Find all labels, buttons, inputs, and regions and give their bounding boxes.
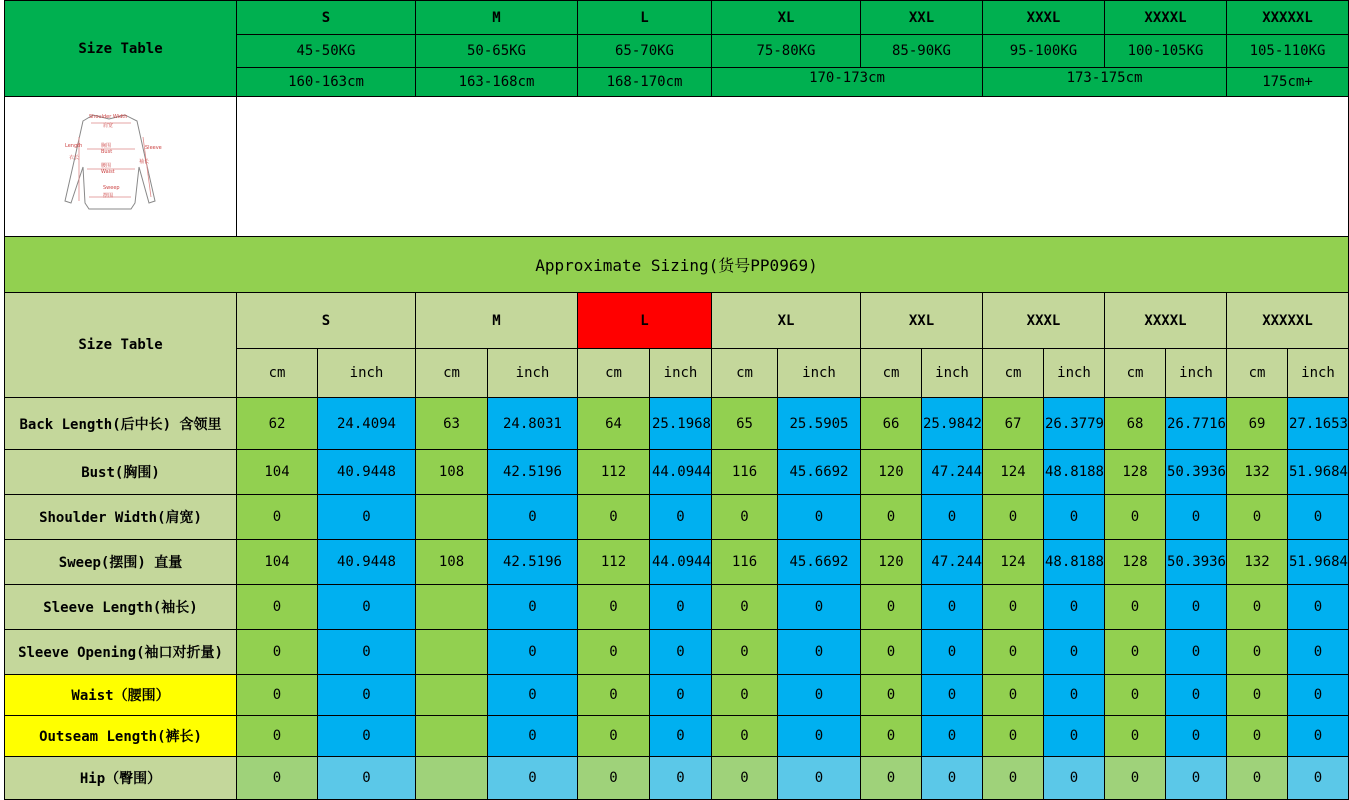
header-weight-3: 75-80KG [711,34,861,68]
row-6-cm-6: 0 [1104,674,1166,716]
row-5-inch-3: 0 [777,629,861,675]
row-6-inch-6: 0 [1165,674,1227,716]
header-size-0: S [236,0,416,35]
header-size-2: L [577,0,712,35]
header-size-7: XXXXXL [1226,0,1349,35]
row-label-5: Sleeve Opening(袖口对折量) [4,629,237,675]
row-0-cm-6: 68 [1104,397,1166,450]
row-5-cm-0: 0 [236,629,318,675]
row-7-cm-5: 0 [982,715,1044,757]
row-label-8: Hip（臀围） [4,756,237,800]
row-0-inch-1: 24.8031 [487,397,578,450]
row-1-cm-7: 132 [1226,449,1288,495]
row-4-cm-1 [415,584,488,630]
row-4-inch-2: 0 [649,584,712,630]
row-0-inch-0: 24.4094 [317,397,416,450]
header-size-4: XXL [860,0,983,35]
row-1-cm-3: 116 [711,449,778,495]
row-4-cm-2: 0 [577,584,650,630]
row-2-inch-4: 0 [921,494,983,540]
header-size-1: M [415,0,578,35]
row-2-cm-1 [415,494,488,540]
unit-inch-3: inch [777,348,861,398]
row-4-cm-7: 0 [1226,584,1288,630]
row-7-cm-3: 0 [711,715,778,757]
unit-inch-4: inch [921,348,983,398]
row-3-inch-0: 40.9448 [317,539,416,585]
unit-inch-5: inch [1043,348,1105,398]
unit-cm-7: cm [1226,348,1288,398]
row-2-inch-7: 0 [1287,494,1349,540]
row-3-cm-0: 104 [236,539,318,585]
row-2-inch-2: 0 [649,494,712,540]
unit-cm-1: cm [415,348,488,398]
row-2-cm-5: 0 [982,494,1044,540]
row-6-cm-4: 0 [860,674,922,716]
row-5-inch-7: 0 [1287,629,1349,675]
row-6-inch-5: 0 [1043,674,1105,716]
diagram-label-4: Sleeve [145,144,162,151]
unit-cm-6: cm [1104,348,1166,398]
row-5-inch-5: 0 [1043,629,1105,675]
row-7-cm-2: 0 [577,715,650,757]
row-2-inch-3: 0 [777,494,861,540]
row-4-cm-3: 0 [711,584,778,630]
row-8-inch-7: 0 [1287,756,1349,800]
row-6-inch-7: 0 [1287,674,1349,716]
unit-inch-0: inch [317,348,416,398]
row-3-inch-6: 50.3936 [1165,539,1227,585]
row-4-inch-7: 0 [1287,584,1349,630]
sizing-size-table-label: Size Table [4,292,237,398]
row-6-cm-3: 0 [711,674,778,716]
sizing-size-7: XXXXXL [1226,292,1349,349]
row-7-inch-1: 0 [487,715,578,757]
unit-cm-4: cm [860,348,922,398]
sheet-left-margin [0,0,4,799]
header-size-6: XXXXL [1104,0,1227,35]
diagram-label-2: 胸围 [101,142,112,149]
row-8-cm-6: 0 [1104,756,1166,800]
sizing-size-2: L [577,292,712,349]
row-7-cm-1 [415,715,488,757]
row-7-cm-0: 0 [236,715,318,757]
row-6-cm-0: 0 [236,674,318,716]
row-3-cm-3: 116 [711,539,778,585]
diagram-label-9: 衣长 [69,154,80,161]
row-1-inch-0: 40.9448 [317,449,416,495]
row-6-inch-2: 0 [649,674,712,716]
row-0-cm-3: 65 [711,397,778,450]
row-3-inch-3: 45.6692 [777,539,861,585]
header-weight-1: 50-65KG [415,34,578,68]
row-3-inch-2: 44.0944 [649,539,712,585]
row-4-cm-6: 0 [1104,584,1166,630]
diagram-label-11: 摆围 [103,192,114,199]
row-5-cm-4: 0 [860,629,922,675]
row-5-cm-3: 0 [711,629,778,675]
row-1-cm-5: 124 [982,449,1044,495]
row-6-inch-1: 0 [487,674,578,716]
row-8-cm-5: 0 [982,756,1044,800]
row-1-cm-4: 120 [860,449,922,495]
sizing-size-5: XXXL [982,292,1105,349]
row-5-cm-1 [415,629,488,675]
row-0-inch-3: 25.5905 [777,397,861,450]
header-weight-5: 95-100KG [982,34,1105,68]
row-label-4: Sleeve Length(袖长) [4,584,237,630]
row-label-7: Outseam Length(裤长) [4,715,237,757]
row-7-inch-4: 0 [921,715,983,757]
row-6-cm-1 [415,674,488,716]
header-weight-7: 105-110KG [1226,34,1349,68]
row-4-inch-6: 0 [1165,584,1227,630]
row-1-inch-5: 48.8188 [1043,449,1105,495]
sizing-size-6: XXXXL [1104,292,1227,349]
garment-diagram [4,96,237,237]
row-8-cm-0: 0 [236,756,318,800]
row-7-inch-2: 0 [649,715,712,757]
row-5-inch-4: 0 [921,629,983,675]
row-1-inch-4: 47.244 [921,449,983,495]
row-8-inch-4: 0 [921,756,983,800]
row-8-inch-0: 0 [317,756,416,800]
row-2-cm-7: 0 [1226,494,1288,540]
row-8-cm-1 [415,756,488,800]
diagram-label-1: 肩宽 [103,122,114,129]
row-4-inch-3: 0 [777,584,861,630]
header-height-5: 175cm+ [1226,67,1349,97]
row-8-inch-2: 0 [649,756,712,800]
diagram-label-8: Length [65,142,83,149]
header-weight-2: 65-70KG [577,34,712,68]
row-5-inch-2: 0 [649,629,712,675]
row-0-inch-2: 25.1968 [649,397,712,450]
row-4-inch-4: 0 [921,584,983,630]
row-label-3: Sweep(摆围) 直量 [4,539,237,585]
row-0-cm-4: 66 [860,397,922,450]
row-3-cm-4: 120 [860,539,922,585]
row-3-cm-5: 124 [982,539,1044,585]
row-2-inch-6: 0 [1165,494,1227,540]
row-4-inch-1: 0 [487,584,578,630]
row-8-cm-4: 0 [860,756,922,800]
row-label-2: Shoulder Width(肩宽) [4,494,237,540]
size-table-label: Size Table [4,0,237,97]
row-7-inch-3: 0 [777,715,861,757]
row-6-inch-0: 0 [317,674,416,716]
row-3-cm-2: 112 [577,539,650,585]
header-weight-0: 45-50KG [236,34,416,68]
row-5-cm-7: 0 [1226,629,1288,675]
header-weight-6: 100-105KG [1104,34,1227,68]
unit-inch-6: inch [1165,348,1227,398]
row-2-inch-0: 0 [317,494,416,540]
row-7-inch-5: 0 [1043,715,1105,757]
diagram-label-3: Bust [101,148,113,155]
row-1-inch-7: 51.9684 [1287,449,1349,495]
sizing-size-1: M [415,292,578,349]
sizing-size-0: S [236,292,416,349]
row-0-inch-5: 26.3779 [1043,397,1105,450]
row-8-inch-6: 0 [1165,756,1227,800]
row-7-cm-4: 0 [860,715,922,757]
row-3-inch-4: 47.244 [921,539,983,585]
row-0-cm-0: 62 [236,397,318,450]
row-1-cm-0: 104 [236,449,318,495]
row-0-cm-1: 63 [415,397,488,450]
row-6-cm-5: 0 [982,674,1044,716]
row-1-cm-2: 112 [577,449,650,495]
row-7-inch-6: 0 [1165,715,1227,757]
diagram-label-6: 腰围 [101,162,112,169]
row-8-inch-3: 0 [777,756,861,800]
row-8-cm-2: 0 [577,756,650,800]
row-2-cm-0: 0 [236,494,318,540]
row-5-cm-6: 0 [1104,629,1166,675]
row-8-inch-1: 0 [487,756,578,800]
unit-inch-1: inch [487,348,578,398]
row-0-cm-5: 67 [982,397,1044,450]
unit-cm-3: cm [711,348,778,398]
row-8-cm-3: 0 [711,756,778,800]
unit-inch-2: inch [649,348,712,398]
row-7-cm-6: 0 [1104,715,1166,757]
row-4-cm-4: 0 [860,584,922,630]
row-8-inch-5: 0 [1043,756,1105,800]
row-6-cm-2: 0 [577,674,650,716]
row-7-cm-7: 0 [1226,715,1288,757]
row-0-inch-4: 25.9842 [921,397,983,450]
row-2-cm-4: 0 [860,494,922,540]
row-2-inch-5: 0 [1043,494,1105,540]
row-2-cm-6: 0 [1104,494,1166,540]
header-height-0: 160-163cm [236,67,416,97]
sizing-size-4: XXL [860,292,983,349]
row-4-cm-0: 0 [236,584,318,630]
header-height-4: 173-175cm [982,67,1227,97]
row-0-cm-2: 64 [577,397,650,450]
row-5-inch-1: 0 [487,629,578,675]
row-5-inch-6: 0 [1165,629,1227,675]
row-6-inch-3: 0 [777,674,861,716]
diagram-label-5: 袖长 [139,158,150,165]
row-6-inch-4: 0 [921,674,983,716]
row-3-inch-5: 48.8188 [1043,539,1105,585]
header-height-2: 168-170cm [577,67,712,97]
row-7-inch-7: 0 [1287,715,1349,757]
row-0-inch-6: 26.7716 [1165,397,1227,450]
unit-cm-0: cm [236,348,318,398]
row-8-cm-7: 0 [1226,756,1288,800]
row-label-6: Waist（腰围） [4,674,237,716]
blank-area [236,96,1349,237]
row-2-cm-2: 0 [577,494,650,540]
row-1-inch-1: 42.5196 [487,449,578,495]
header-size-3: XL [711,0,861,35]
row-label-1: Bust(胸围) [4,449,237,495]
row-1-inch-2: 44.0944 [649,449,712,495]
row-3-inch-7: 51.9684 [1287,539,1349,585]
row-3-inch-1: 42.5196 [487,539,578,585]
diagram-label-10: Sweep [103,184,120,191]
row-5-cm-2: 0 [577,629,650,675]
row-6-cm-7: 0 [1226,674,1288,716]
row-3-cm-1: 108 [415,539,488,585]
row-1-cm-6: 128 [1104,449,1166,495]
unit-cm-2: cm [577,348,650,398]
row-5-inch-0: 0 [317,629,416,675]
row-4-inch-0: 0 [317,584,416,630]
row-3-cm-7: 132 [1226,539,1288,585]
row-0-cm-7: 69 [1226,397,1288,450]
diagram-label-7: Waist [101,168,115,175]
row-0-inch-7: 27.1653 [1287,397,1349,450]
unit-cm-5: cm [982,348,1044,398]
row-2-inch-1: 0 [487,494,578,540]
header-height-3: 170-173cm [711,67,983,97]
header-weight-4: 85-90KG [860,34,983,68]
row-label-0: Back Length(后中长) 含领里 [4,397,237,450]
shirt-diagram-icon [5,97,236,237]
diagram-label-0: Shoulder Width [89,113,128,120]
header-height-1: 163-168cm [415,67,578,97]
row-1-cm-1: 108 [415,449,488,495]
row-4-inch-5: 0 [1043,584,1105,630]
unit-inch-7: inch [1287,348,1349,398]
row-3-cm-6: 128 [1104,539,1166,585]
header-size-5: XXXL [982,0,1105,35]
row-2-cm-3: 0 [711,494,778,540]
sizing-title: Approximate Sizing(货号PP0969) [4,236,1349,293]
row-5-cm-5: 0 [982,629,1044,675]
row-7-inch-0: 0 [317,715,416,757]
row-4-cm-5: 0 [982,584,1044,630]
row-1-inch-6: 50.3936 [1165,449,1227,495]
sizing-size-3: XL [711,292,861,349]
row-1-inch-3: 45.6692 [777,449,861,495]
